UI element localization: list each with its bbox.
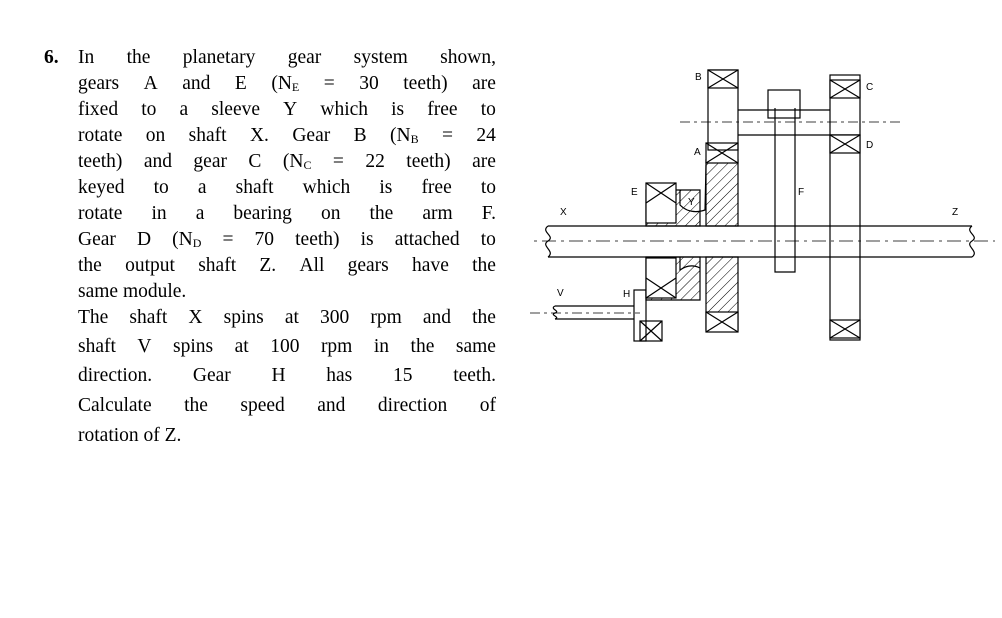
label-h: H [623, 289, 631, 300]
question-word: speed [240, 395, 285, 416]
question-word: and [317, 395, 346, 416]
question-word: V [137, 336, 152, 357]
question-word: sleeve [211, 99, 261, 120]
question-word: is [391, 99, 405, 120]
question-word: rpm [320, 336, 353, 357]
question-word: shaft [78, 336, 116, 357]
question-word: gears [347, 255, 389, 276]
question-word: the [184, 395, 208, 416]
subscript: C [303, 158, 312, 172]
gear-d [830, 135, 860, 340]
question-number: 6. [44, 47, 59, 68]
shaft-x-z [548, 226, 972, 257]
label-z: Z [952, 207, 959, 218]
question-word: same [455, 336, 496, 357]
shaft-v-break [553, 306, 556, 319]
question-word: is [360, 229, 374, 250]
question-word: which [302, 177, 351, 198]
question-word: F. [481, 203, 496, 224]
question-word: E [234, 73, 247, 94]
question-word: shaft [235, 177, 274, 198]
subscript: E [291, 80, 300, 94]
label-d: D [866, 140, 874, 151]
subscript: D [192, 236, 202, 250]
question-word: C [248, 151, 262, 172]
question-line [78, 425, 496, 447]
question-word: = [332, 151, 344, 172]
question-word: H [271, 365, 286, 386]
question-word: output [125, 255, 175, 276]
question-line [78, 99, 496, 121]
question-word: in [151, 203, 167, 224]
label-e: E [631, 187, 638, 198]
question-word: All [299, 255, 325, 276]
question-word: The [78, 307, 109, 328]
question-line [78, 47, 496, 69]
arm-f [775, 108, 795, 272]
question-word: system [353, 47, 408, 68]
question-word: shaft [188, 125, 227, 146]
question-word: X. [249, 125, 269, 146]
question-word: Gear [292, 125, 331, 146]
question-word: is [379, 177, 393, 198]
question-word: X [188, 307, 203, 328]
question-word: and [143, 151, 172, 172]
question-word: spins [173, 336, 214, 357]
label-f: F [798, 187, 805, 198]
question-word: the [472, 307, 496, 328]
question-word: free [421, 177, 452, 198]
question-word: teeth) [403, 73, 448, 94]
question-word: attached [394, 229, 460, 250]
question-line [78, 203, 496, 225]
question-word: and [422, 307, 451, 328]
question-word: teeth) [78, 151, 123, 172]
question-word: gears [78, 73, 120, 94]
question-word: the [126, 47, 151, 68]
question-line [78, 177, 496, 199]
question-word: in [373, 336, 390, 357]
subscript: B [410, 132, 419, 146]
shaft-v [555, 306, 634, 319]
question-word: 15 [392, 365, 413, 386]
gear-e [646, 183, 676, 223]
question-word: which [320, 99, 369, 120]
question-word: Gear [78, 229, 116, 250]
question-word: to [153, 177, 169, 198]
label-a: A [694, 147, 701, 158]
question-word: has [326, 365, 353, 386]
question-word: In [78, 47, 95, 68]
question-word: are [472, 73, 496, 94]
question-word: the [472, 255, 496, 276]
question-word: teeth) [295, 229, 340, 250]
question-word: (NE [271, 73, 300, 94]
planetary-gear-diagram [530, 55, 1000, 355]
question-word: bearing [233, 203, 292, 224]
question-word: the [78, 255, 102, 276]
question-word: at [284, 307, 299, 328]
question-word: Z. [259, 255, 277, 276]
question-word: 24 [476, 125, 496, 146]
question-word: A [143, 73, 158, 94]
question-word: the [369, 203, 394, 224]
question-line [78, 229, 496, 251]
question-word: 300 [319, 307, 350, 328]
question-word: Calculate [78, 395, 152, 416]
question-word: a [179, 99, 189, 120]
question-line [78, 255, 496, 277]
question-word: on [320, 203, 341, 224]
question-word: teeth. [453, 365, 496, 386]
question-word: direction. [78, 365, 153, 386]
question-word: and [182, 73, 211, 94]
question-word: to [480, 229, 496, 250]
question-word: planetary [182, 47, 256, 68]
question-word: = [222, 229, 234, 250]
question-word: gear [287, 47, 322, 68]
question-word: = [442, 125, 453, 146]
question-word: 30 [359, 73, 379, 94]
label-c: C [866, 82, 874, 93]
question-line [78, 336, 496, 358]
question-word: B [353, 125, 367, 146]
question-line [78, 281, 496, 303]
question-line [78, 365, 496, 387]
question-line [78, 125, 496, 147]
question-word: arm [422, 203, 453, 224]
question-word: keyed [78, 177, 125, 198]
question-word: to [141, 99, 157, 120]
question-word: shaft [129, 307, 168, 328]
question-word: (NC [282, 151, 312, 172]
label-y: Y [688, 197, 695, 208]
gear-e-lower [646, 258, 676, 298]
question-word: a [197, 177, 207, 198]
question-line [78, 307, 496, 329]
question-line [78, 73, 496, 95]
question-word: same module. [78, 281, 187, 302]
question-word: rotate [78, 125, 123, 146]
question-word: (NB [390, 125, 419, 146]
question-word: the [410, 336, 435, 357]
question-word: spins [223, 307, 264, 328]
question-word: at [234, 336, 249, 357]
question-line [78, 395, 496, 417]
question-word: 100 [270, 336, 300, 357]
question-word: on [145, 125, 166, 146]
question-word: rotate [78, 203, 123, 224]
question-word: rpm [370, 307, 402, 328]
countershaft [738, 110, 830, 135]
question-word: (ND [172, 229, 202, 250]
question-word: free [427, 99, 458, 120]
question-word: a [195, 203, 205, 224]
question-word: are [472, 151, 496, 172]
question-word: D [136, 229, 152, 250]
question-line [78, 151, 496, 173]
question-word: 22 [365, 151, 385, 172]
question-word: teeth) [406, 151, 451, 172]
question-word: Gear [192, 365, 231, 386]
shaft-x-break [546, 226, 551, 257]
question-word: gear [193, 151, 227, 172]
question-word: = [323, 73, 335, 94]
label-x: X [560, 207, 567, 218]
label-v: V [557, 288, 564, 299]
question-word: 70 [254, 229, 275, 250]
question-word: Y [283, 99, 298, 120]
question-word: to [480, 99, 496, 120]
question-word: shown, [440, 47, 496, 68]
question-word: direction [377, 395, 448, 416]
question-word: rotation of Z. [78, 425, 182, 446]
question-word: have [412, 255, 449, 276]
label-b: B [695, 72, 702, 83]
question-word: to [480, 177, 496, 198]
question-word: fixed [78, 99, 119, 120]
shaft-z-break [970, 226, 975, 257]
gear-a [706, 160, 738, 330]
question-word: of [479, 395, 496, 416]
question-word: shaft [198, 255, 237, 276]
